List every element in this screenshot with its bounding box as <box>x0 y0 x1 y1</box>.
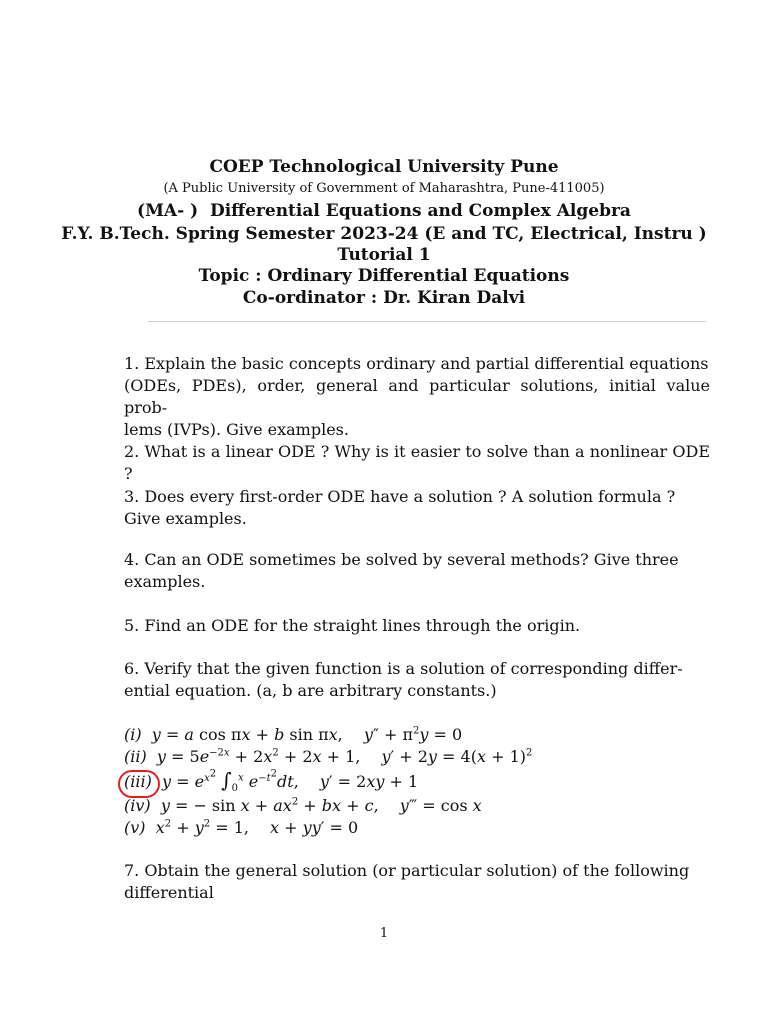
question-1-line-1: 1. Explain the basic concepts ordinary and partial differential equations <box>124 354 709 373</box>
program-line: F.Y. B.Tech. Spring Semester 2023-24 (E and TC, Electrical, Instru ) <box>61 224 707 244</box>
question-6 <box>124 658 710 702</box>
equation-ii-label: (ii) <box>124 747 147 766</box>
question-1 <box>124 353 710 441</box>
question-1-line-3: lems (IVPs). Give examples. <box>124 420 349 439</box>
topic-line: Topic : Ordinary Differential Equations <box>198 266 570 286</box>
question-5 <box>124 615 710 637</box>
university-title: COEP Technological University Pune <box>209 157 559 177</box>
question-2-line-1: 2. What is a linear ODE ? Why is it easier to solve than a nonlinear ODE ? <box>124 442 710 483</box>
equation-iii-label: (iii) <box>124 772 152 791</box>
page-number: 1 <box>379 926 389 941</box>
coordinator-line: Co-ordinator : Dr. Kiran Dalvi <box>242 288 526 308</box>
question-4-line-1: 4. Can an ODE sometimes be solved by several methods? Give three <box>124 550 679 569</box>
question-3-line-2: Give examples. <box>124 509 247 528</box>
university-subtitle: (A Public University of Government of Maharashtra, Pune-411005) <box>163 181 605 196</box>
question-5-line-1: 5. Find an ODE for the straight lines through the origin. <box>124 616 581 635</box>
equation-i-label: (i) <box>124 725 142 744</box>
question-6-line-1: 6. Verify that the given function is a solution of corresponding differ- <box>124 659 683 678</box>
equation-iv-label: (iv) <box>124 796 151 815</box>
course-title: (MA- ) Differential Equations and Complex Algebra <box>137 201 631 221</box>
question-3-line-1: 3. Does every first-order ODE have a solution ? A solution formula ? <box>124 487 676 506</box>
question-6-line-2: ential equation. (a, b are arbitrary constants.) <box>124 681 497 700</box>
question-7 <box>124 860 710 904</box>
question-2 <box>124 441 710 485</box>
equation-v-label: (v) <box>124 818 146 837</box>
equation-v: (v) $x^2 + y^2 = 1$, x + yy′ = 0 <box>124 818 359 837</box>
question-7-line-1: 7. Obtain the general solution (or particular solution) of the following <box>124 861 690 880</box>
equation-i: (i) y = a cos πx + b sin πx, $y'' + \pi^2y = 0$ <box>124 725 463 744</box>
equation-iii: (iii) $y = e^{x^2}$ $\int_0^x$ $e^{-t^2}dt$, y′ = 2xy + 1 <box>124 768 419 795</box>
red-circle-annotation <box>118 770 160 798</box>
header-divider <box>148 321 706 322</box>
question-4 <box>124 549 710 593</box>
tutorial-title: Tutorial 1 <box>337 245 431 265</box>
question-1-line-2: (ODEs, PDEs), order, general and particular solutions, initial value prob- <box>124 376 710 417</box>
question-3 <box>124 486 710 530</box>
equation-ii: (ii) $y = 5e^{-2x} + 2x^2 + 2x + 1$, $y' + 2y = 4(x + 1)^2$ <box>124 747 533 766</box>
question-7-line-2: differential <box>124 883 214 902</box>
equation-iv: (iv) y = − $\sin x + ax^2$ + bx + c, y‴ = cos x <box>124 796 482 815</box>
question-4-line-2: examples. <box>124 572 206 591</box>
